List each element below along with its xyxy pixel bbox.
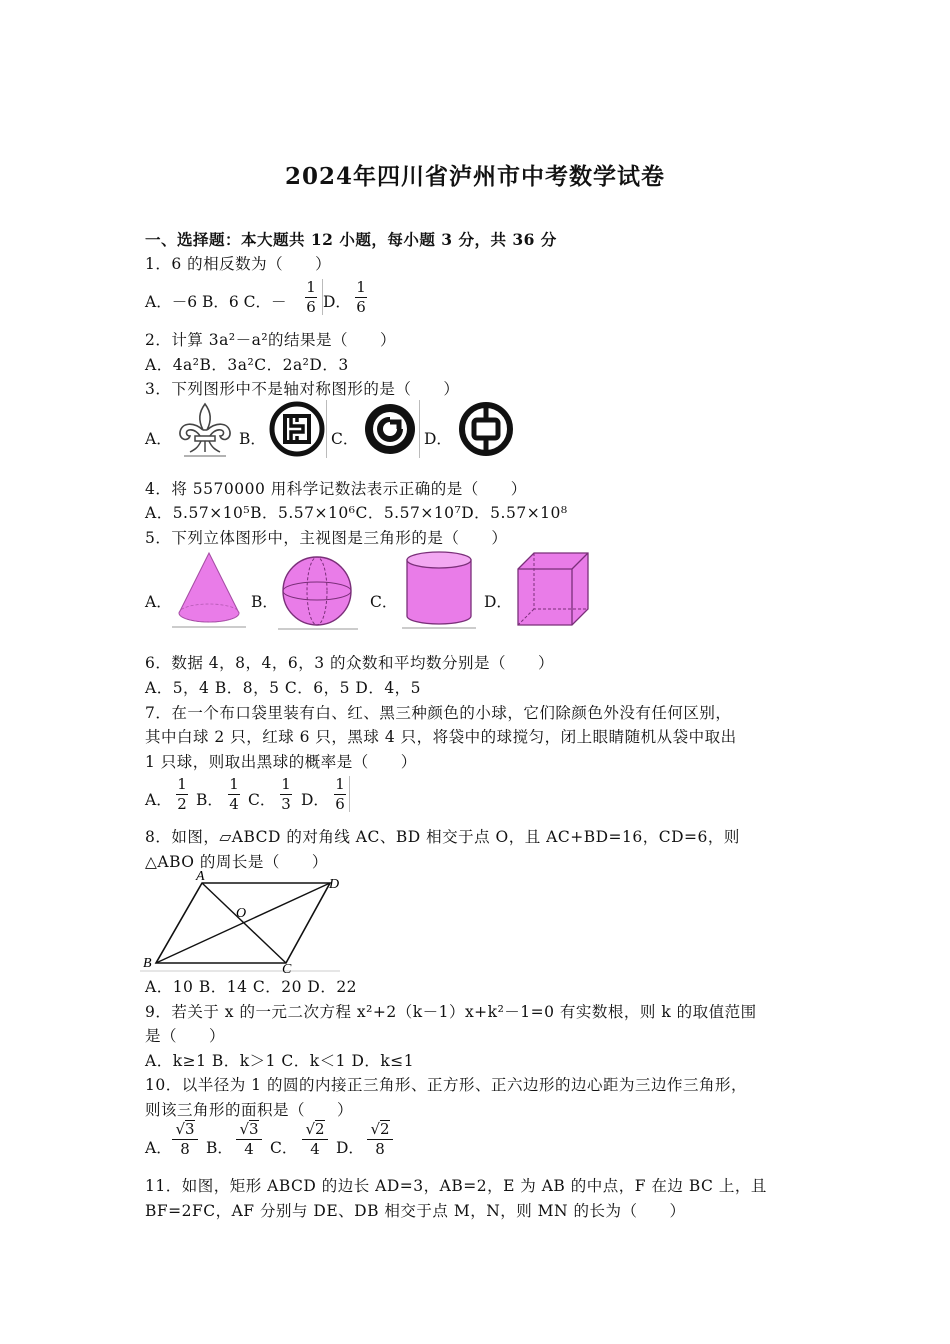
question-7-fraction-a: 1 2	[177, 775, 187, 813]
question-2-stem: 2．计算 3a²－a²的结果是（ ）	[145, 331, 397, 349]
question-9-line-2: 是（ ）	[145, 1027, 226, 1045]
question-10-label-b: B．	[206, 1139, 233, 1157]
question-9-options: A．k≥1 B．k＞1 C．k＜1 D．k≤1	[145, 1052, 415, 1070]
question-3-label-c: C．	[331, 430, 359, 448]
question-5-label-a: A．	[145, 593, 172, 611]
question-3-label-d: D．	[424, 430, 452, 448]
question-3-label-a: A．	[145, 430, 172, 448]
question-7-line-2: 其中白球 2 只，红球 6 只，黑球 4 只，将袋中的球搅匀，闭上眼睛随机从袋中取出	[145, 728, 737, 746]
section-heading: 一、选择题：本大题共 12 小题，每小题 3 分，共 36 分	[145, 230, 557, 249]
question-1-stem: 1．6 的相反数为（ ）	[145, 255, 332, 273]
question-7-label-a: A．	[145, 791, 172, 809]
question-10-fraction-d: √ 2 8	[367, 1120, 393, 1158]
question-6-options: A．5，4 B．8，5 C．6，5 D．4，5	[145, 679, 422, 697]
question-1-option-d-label: D．	[323, 293, 351, 311]
cone-icon	[172, 549, 246, 629]
china-unicom-style-logo-icon	[361, 400, 419, 458]
sphere-icon	[278, 553, 358, 631]
question-10-fraction-a: √ 3 8	[172, 1120, 198, 1158]
question-7-label-b: B．	[196, 791, 223, 809]
question-10-fraction-b: √ 3 4	[236, 1120, 262, 1158]
question-1-options: A．－6 B．6 C．－	[145, 293, 287, 311]
cube-icon	[514, 549, 594, 629]
question-6-stem: 6．数据 4，8，4，6，3 的众数和平均数分别是（ ）	[145, 654, 555, 672]
fleur-de-lis-icon	[174, 400, 236, 458]
page-title: 2024年四川省泸州市中考数学试卷	[284, 163, 665, 190]
point-d-label: D	[329, 877, 340, 892]
icbc-logo-icon	[268, 400, 326, 458]
question-1-option-c-fraction: 1 6	[306, 278, 316, 316]
question-10-line-1: 10．以半径为 1 的圆的内接正三角形、正方形、正六边形的边心距为三边作三角形，	[145, 1076, 747, 1094]
question-10-label-a: A．	[145, 1139, 172, 1157]
question-2-options: A．4a²B．3a²C．2a²D．3	[145, 356, 349, 374]
question-8-line-2: △ABO 的周长是（ ）	[145, 853, 328, 871]
question-5-label-d: D．	[484, 593, 512, 611]
point-c-label: C	[282, 962, 292, 975]
point-a-label: A	[196, 869, 205, 884]
question-5-stem: 5．下列立体图形中，主视图是三角形的是（ ）	[145, 529, 508, 547]
question-5-label-c: C．	[370, 593, 398, 611]
question-8-options: A．10 B．14 C．20 D．22	[145, 978, 358, 996]
question-7-line-1: 7．在一个布口袋里装有白、红、黑三种颜色的小球，它们除颜色外没有任何区别，	[145, 704, 732, 722]
cylinder-icon	[402, 550, 476, 630]
question-7-line-3: 1 只球，则取出黑球的概率是（ ）	[145, 753, 417, 771]
question-7-label-c: C．	[248, 791, 276, 809]
question-5-label-b: B．	[251, 593, 278, 611]
question-7-fraction-d: 1 6	[335, 775, 345, 813]
question-10-fraction-c: √ 2 4	[302, 1120, 328, 1158]
parallelogram-diagram	[140, 867, 350, 975]
question-3-label-b: B．	[239, 430, 266, 448]
point-b-label: B	[143, 956, 152, 971]
question-7-fraction-b: 1 4	[229, 775, 239, 813]
question-9-line-1: 9．若关于 x 的一元二次方程 x²+2（k－1）x+k²－1=0 有实数根，则 k 的取值范围	[145, 1003, 757, 1021]
question-10-line-2: 则该三角形的面积是（ ）	[145, 1101, 354, 1119]
question-7-label-d: D．	[301, 791, 329, 809]
question-1-option-d-fraction: 1 6	[356, 278, 366, 316]
question-10-label-d: D．	[336, 1139, 364, 1157]
question-4-stem: 4．将 5570000 用科学记数法表示正确的是（ ）	[145, 480, 527, 498]
question-10-label-c: C．	[270, 1139, 298, 1157]
question-11-line-2: BF=2FC，AF 分别与 DE、DB 相交于点 M，N，则 MN 的长为（ ）	[145, 1202, 686, 1220]
question-7-fraction-c: 1 3	[281, 775, 291, 813]
question-11-line-1: 11．如图，矩形 ABCD 的边长 AD=3，AB=2，E 为 AB 的中点，F 在边 BC 上，且	[145, 1177, 767, 1195]
question-3-stem: 3．下列图形中不是轴对称图形的是（ ）	[145, 380, 460, 398]
bank-of-china-logo-icon	[456, 400, 516, 458]
question-8-line-1: 8．如图，▱ABCD 的对角线 AC、BD 相交于点 O，且 AC+BD=16，CD=6，则	[145, 828, 740, 846]
point-o-label: O	[236, 906, 247, 921]
question-4-options: A．5.57×10⁵B．5.57×10⁶C．5.57×10⁷D．5.57×10⁸	[145, 504, 568, 522]
